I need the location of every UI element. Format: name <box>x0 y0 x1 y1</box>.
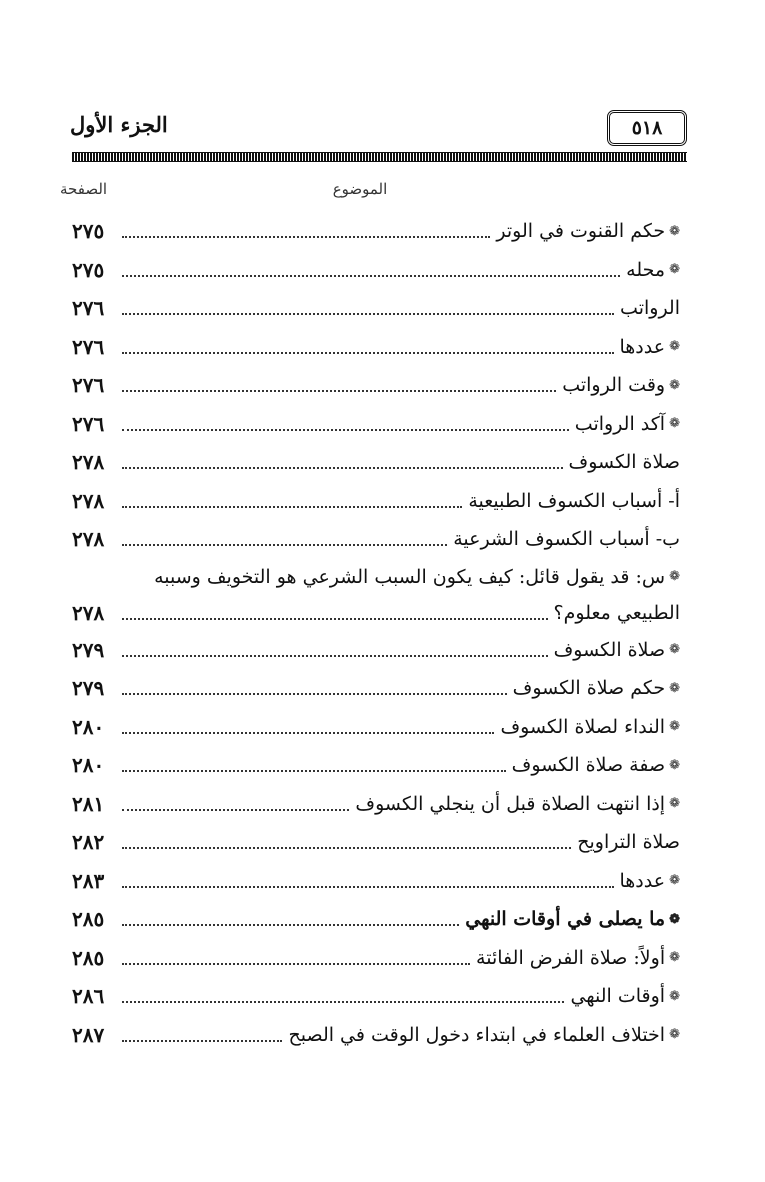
toc-entry-line-1 <box>72 559 680 595</box>
toc-entry-title: عددها <box>619 869 666 892</box>
page-number: ٥١٨ <box>631 117 663 139</box>
flower-ornament-icon: ❁ <box>669 950 680 966</box>
topic-column-heading: الموضوع <box>332 180 388 198</box>
toc-entry-title: إذا انتهت الصلاة قبل أن ينجلي الكسوف <box>355 792 666 815</box>
leader-dots <box>122 720 494 734</box>
toc-entry-content <box>72 1023 680 1047</box>
toc-entry-content <box>72 869 680 893</box>
toc-entry-page: ٢٧٨ <box>72 527 105 552</box>
leader-dots <box>122 224 490 238</box>
toc-entry-content <box>72 296 680 320</box>
toc-entry-title: حكم القنوت في الوتر <box>496 220 666 243</box>
toc-entry <box>72 405 680 444</box>
toc-entry <box>72 862 680 901</box>
leader-dots <box>122 263 620 277</box>
flower-ornament-icon: ❁ <box>669 339 680 355</box>
flower-ornament-icon: ❁ <box>669 223 680 239</box>
running-header <box>70 104 687 150</box>
flower-ornament-icon: ❁ <box>669 1027 680 1043</box>
toc-entry-content <box>72 715 680 739</box>
flower-ornament-icon: ❁ <box>669 262 680 278</box>
leader-dots <box>122 643 548 657</box>
toc-entry-page: ٢٧٦ <box>72 411 105 436</box>
toc-entry-page: ٢٨٥ <box>72 945 105 970</box>
toc-entry-title: صلاة الكسوف <box>568 451 680 474</box>
toc-entry-page: ٢٧٩ <box>72 676 105 701</box>
toc-entry-page: ٢٧٥ <box>72 257 105 282</box>
toc-entry-page: ٢٧٦ <box>72 296 105 321</box>
leader-dots <box>122 681 507 695</box>
page-column-heading: الصفحة <box>60 180 108 198</box>
toc-entry-page: ٢٧٦ <box>72 334 105 359</box>
toc-entry-content <box>72 219 680 243</box>
toc-entry-page: ٢٨٦ <box>72 984 105 1009</box>
toc-entry <box>72 328 680 367</box>
leader-dots <box>122 606 548 620</box>
toc-entry-content <box>72 258 680 282</box>
leader-dots <box>122 874 614 888</box>
toc-entry-page: ٢٨٠ <box>72 714 105 739</box>
toc-entry <box>72 251 680 290</box>
flower-ornament-icon: ❁ <box>669 642 680 658</box>
toc-entry-title: س: قد يقول قائل: كيف يكون السبب الشرعي هو التخويف وسببه <box>154 565 666 588</box>
toc-entry-content <box>72 753 680 777</box>
flower-ornament-icon: ❁ <box>669 911 680 927</box>
toc-entry-page: ٢٧٦ <box>72 373 105 398</box>
toc-entry-title: أولاً: صلاة الفرض الفائتة <box>476 946 666 969</box>
toc-entry-title: صلاة التراويح <box>577 831 680 854</box>
toc-entry-page: ٢٧٥ <box>72 219 105 244</box>
toc-entry-title: وقت الرواتب <box>562 374 666 397</box>
toc-entry-title: أوقات النهي <box>570 985 666 1008</box>
toc-entry <box>72 900 680 939</box>
toc-entry <box>72 289 680 328</box>
leader-dots <box>122 989 564 1003</box>
leader-dots <box>122 301 614 315</box>
leader-dots <box>122 912 459 926</box>
toc-entry <box>72 977 680 1016</box>
toc-entry-page: ٢٨٧ <box>72 1022 105 1047</box>
toc-entry-content <box>72 946 680 970</box>
leader-dots <box>122 951 470 965</box>
flower-ornament-icon: ❁ <box>669 757 680 773</box>
toc-entry <box>72 785 680 824</box>
leader-dots <box>122 417 569 431</box>
toc-entry-page: ٢٧٩ <box>72 637 105 662</box>
toc-entry <box>72 443 680 482</box>
toc-entry-title: صلاة الكسوف <box>553 638 666 661</box>
flower-ornament-icon: ❁ <box>669 416 680 432</box>
toc-entry-page: ٢٨٥ <box>72 907 105 932</box>
toc-entry-title: أ- أسباب الكسوف الطبيعية <box>468 489 680 512</box>
toc-entry <box>72 559 680 631</box>
toc-entry-content <box>72 412 680 436</box>
toc-entry-content <box>72 527 680 551</box>
toc-entry-title: صفة صلاة الكسوف <box>511 754 666 777</box>
flower-ornament-icon: ❁ <box>669 719 680 735</box>
part-title: الجزء الأول <box>70 112 168 137</box>
toc-entry <box>72 708 680 747</box>
toc-entry-title: آكد الرواتب <box>574 412 666 435</box>
toc-entry-page: ٢٨٢ <box>72 830 105 855</box>
leader-dots <box>122 797 349 811</box>
toc-entry-content <box>72 830 680 854</box>
toc-entry-title: اختلاف العلماء في ابتداء دخول الوقت في الصبح <box>288 1023 666 1046</box>
toc-entry-content <box>72 676 680 700</box>
header-rule <box>72 152 687 162</box>
toc-entry-page: ٢٧٨ <box>72 488 105 513</box>
toc-entry <box>72 669 680 708</box>
toc-entry-title: محله <box>626 258 666 281</box>
toc-entry-content <box>72 335 680 359</box>
toc-entry <box>72 482 680 521</box>
toc-entry-line-2 <box>72 595 680 631</box>
toc-entry-title: عددها <box>619 335 666 358</box>
flower-ornament-icon: ❁ <box>669 988 680 1004</box>
flower-ornament-icon: ❁ <box>669 680 680 696</box>
toc-entry-page: ٢٧٨ <box>72 450 105 475</box>
leader-dots <box>122 378 556 392</box>
toc-entry <box>72 366 680 405</box>
toc-entry-title: الرواتب <box>620 297 680 320</box>
flower-ornament-icon: ❁ <box>669 796 680 812</box>
toc-entry <box>72 631 680 670</box>
toc-entry-content <box>72 792 680 816</box>
toc-entry-page: ٢٧٨ <box>72 600 105 625</box>
leader-dots <box>122 758 506 772</box>
table-of-contents <box>72 212 680 1054</box>
toc-entry <box>72 823 680 862</box>
flower-ornament-icon: ❁ <box>669 377 680 393</box>
toc-entry-content <box>72 373 680 397</box>
leader-dots <box>122 340 614 354</box>
toc-entry-title: حكم صلاة الكسوف <box>512 677 666 700</box>
leader-dots <box>122 532 447 546</box>
leader-dots <box>122 835 571 849</box>
toc-entry <box>72 212 680 251</box>
toc-entry-title: ب- أسباب الكسوف الشرعية <box>453 528 680 551</box>
toc-entry-title: ما يصلى في أوقات النهي <box>465 908 666 931</box>
toc-entry <box>72 1016 680 1055</box>
toc-entry-content <box>72 984 680 1008</box>
flower-ornament-icon: ❁ <box>669 569 680 584</box>
leader-dots <box>122 455 563 469</box>
toc-entry <box>72 520 680 559</box>
toc-entry-page: ٢٨١ <box>72 791 105 816</box>
page-number-box <box>607 110 687 146</box>
toc-entry-content <box>72 450 680 474</box>
toc-entry-content <box>72 489 680 513</box>
toc-entry <box>72 939 680 978</box>
leader-dots <box>122 1028 282 1042</box>
toc-entry-content <box>72 638 680 662</box>
toc-entry-title: النداء لصلاة الكسوف <box>500 715 666 738</box>
flower-ornament-icon: ❁ <box>669 873 680 889</box>
toc-entry <box>72 746 680 785</box>
toc-entry-page: ٢٨٣ <box>72 868 105 893</box>
leader-dots <box>122 494 462 508</box>
toc-entry-page: ٢٨٠ <box>72 753 105 778</box>
toc-entry-content <box>72 907 680 931</box>
toc-entry-title-cont: الطبيعي معلوم؟ <box>553 601 680 624</box>
